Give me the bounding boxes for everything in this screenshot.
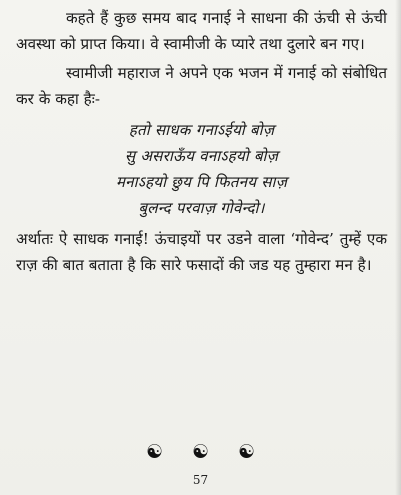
ornament-row	[0, 442, 401, 462]
verse-block	[16, 117, 387, 221]
page-number: 57	[192, 473, 209, 487]
yin-yang-icon: ☯	[145, 441, 164, 463]
meaning-paragraph: अर्थातः ऐ साधक गनाई! ऊंचाइयों पर उडने वाला ‘गोवेन्द’ तुम्हें एक राज़ की बात बताता है कि सारे फसादों की जड यह तुम्हारा मन है।	[16, 230, 387, 274]
yin-yang-icon: ☯	[237, 441, 256, 463]
verse-line: मनाऽहयो छुय पि फितनय साज़	[115, 173, 288, 191]
page-edge-shadow	[395, 0, 401, 495]
verse-line: हतो साधक गनाऽईयो बोज़	[128, 121, 275, 139]
paragraph-1: कहते हैं कुछ समय बाद गनाई ने साधना की ऊंची से ऊंची अवस्था को प्राप्त किया। वे स्वामीजी के प्यारे तथा दुलारे बन गए।	[16, 9, 387, 53]
yin-yang-icon: ☯	[191, 441, 210, 463]
verse-line: सु असराऊँय वनाऽहयो बोज़	[124, 147, 279, 165]
verse-line: बुलन्द परवाज़ गोवेन्दो।	[138, 199, 265, 217]
paragraph-2: स्वामीजी महाराज ने अपने एक भजन में गनाई को संबोधित कर के कहा हैः-	[16, 64, 387, 108]
